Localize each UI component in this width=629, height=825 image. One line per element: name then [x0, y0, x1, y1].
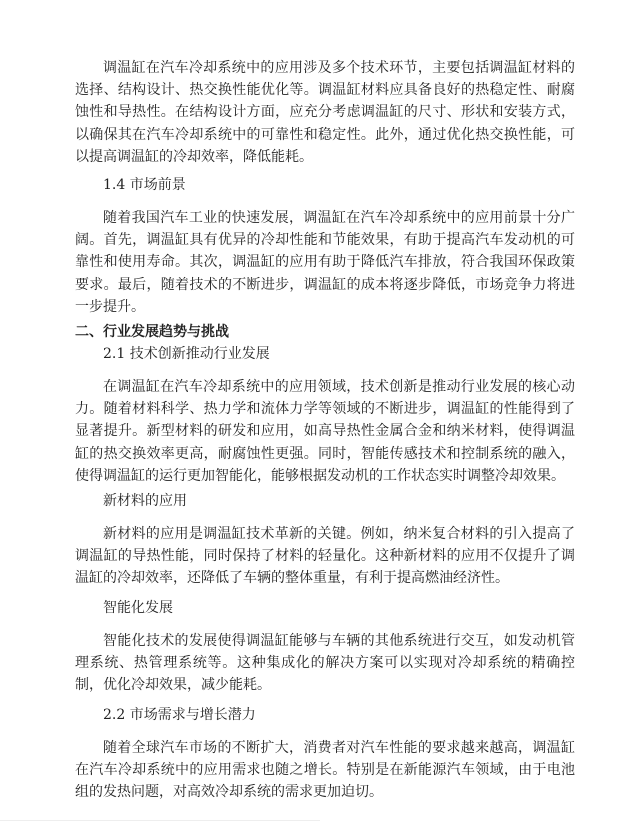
section-title-trends-challenges: 二、行业发展趋势与挑战	[75, 324, 229, 340]
paragraph-market-demand: 随着全球汽车市场的不断扩大，消费者对汽车性能的要求越来越高，调温缸在汽车冷却系统中的应用需求也随之增长。特别是在新能源汽车领域，由于电池组的发热问题，对高效冷却系统的需求更加迫切。	[75, 740, 575, 801]
heading-new-materials: 新材料的应用	[103, 493, 187, 509]
paragraph-market-outlook: 随着我国汽车工业的快速发展，调温缸在汽车冷却系统中的应用前景十分广阔。首先，调温缸具有优异的冷却性能和节能效果，有助于提高汽车发动机的可靠性和使用寿命。其次，调温缸的应用有助于降低汽车排放，符合我国环保政策要求。最后，随着技术的不断进步，调温缸的成本将逐步降低，市场竞争力将进一步提升。	[75, 210, 575, 315]
paragraph-material-design: 调温缸在汽车冷却系统中的应用涉及多个技术环节，主要包括调温缸材料的选择、结构设计、热交换性能优化等。调温缸材料应具备良好的热稳定性、耐腐蚀性和导热性。在结构设计方面，应充分考虑调温缸的尺寸、形状和安装方式，以确保其在汽车冷却系统中的可靠性和稳定性。此外，通过优化热交换性能，可以提高调温缸的冷却效率，降低能耗。	[75, 60, 575, 165]
paragraph-tech-innovation: 在调温缸在汽车冷却系统中的应用领域，技术创新是推动行业发展的核心动力。随着材料科学、热力学和流体力学等领域的不断进步，调温缸的性能得到了显著提升。新型材料的研发和应用，如高导热性金属合金和纳米材料，使得调温缸的热交换效率更高，耐腐蚀性更强。同时，智能传感技术和控制系统的融入，使得调温缸的运行更加智能化，能够根据发动机的工作状态实时调整冷却效果。	[75, 379, 575, 484]
heading-2-2-market-demand: 2.2 市场需求与增长潜力	[103, 707, 256, 723]
paragraph-new-materials: 新材料的应用是调温缸技术革新的关键。例如，纳米复合材料的引入提高了调温缸的导热性能，同时保持了材料的轻量化。这种新材料的应用不仅提升了调温缸的冷却效率，还降低了车辆的整体重量，有利于提高燃油经济性。	[75, 526, 575, 587]
heading-smart-development: 智能化发展	[103, 600, 173, 616]
heading-1-4-market-outlook: 1.4 市场前景	[103, 177, 186, 193]
paragraph-smart-development: 智能化技术的发展使得调温缸能够与车辆的其他系统进行交互，如发动机管理系统、热管理系统等。这种集成化的解决方案可以实现对冷却系统的精确控制，优化冷却效果，减少能耗。	[75, 633, 575, 694]
page-bottom-divider	[0, 820, 320, 821]
heading-2-1-tech-innovation: 2.1 技术创新推动行业发展	[103, 346, 270, 362]
